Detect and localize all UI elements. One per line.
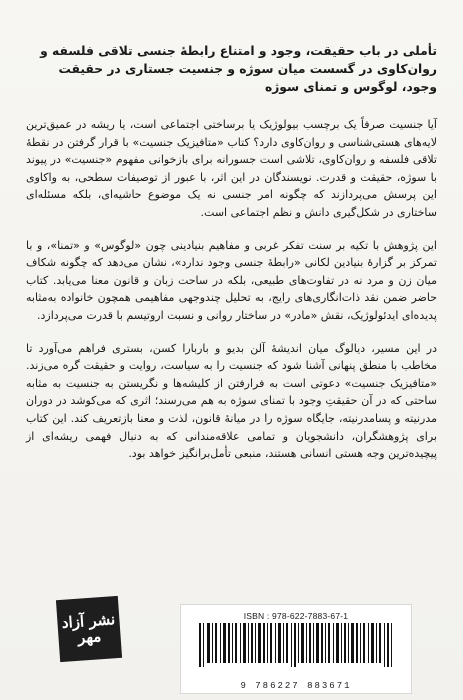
- cover-subtitle: تأملی در باب حقیقت، وجود و امتناع رابطهٔ جنسی تلاقی فلسفه و روان‌کاوی در گسست میان سوژه و جنسیت جستاری در حقیقت وجود، لوگوس و تمنای سوژه: [40, 44, 437, 94]
- barcode-icon: [195, 623, 397, 677]
- isbn-barcode-block: [180, 604, 412, 694]
- cover-description: [26, 116, 437, 478]
- publisher-logo: [56, 596, 122, 662]
- description-paragraph-3: در این مسیر، دیالوگ میان اندیشهٔ آلن بدیو و باربارا کسن، بستری فراهم می‌آورد تا مخاطب با منطق پنهانی آشنا شود که جنسیت را به سیاست، روایت و حقیقت گره می‌زند. «متافیزیک جنسیت» دعوتی است به فرارفتن از کلیشه‌ها و نگریستن به جنسیت به مثابه ساحتی که در آن حقیقتِ وجود با تمنای سوژه به هم می‌رسند؛ اثری که می‌کوشد در دوران مدرنیته و پسامدرنیته، جایگاه سوژه را در میانهٔ قانون، لذت و معنا بازتعریف کند. این کتاب برای پژوهشگران، دانشجویان و تمامی علاقه‌مندانی که به دنبال فهمی ریشه‌ای از پیچیده‌ترین وجه هستی انسانی هستند، منبعی تأمل‌برانگیز خواهد بود.: [26, 341, 437, 461]
- isbn-label: ISBN : 978-622-7883-67-1: [243, 611, 349, 621]
- description-paragraph-1: آیا جنسیت صرفاً یک برچسب بیولوژیک یا برساختی اجتماعی است، یا ریشه در عمیق‌ترین لایه‌های هستی‌شناسی و روان‌کاوی دارد؟ کتاب «متافیزیک جنسیت» با قرار گرفتن در نقطهٔ تلاقی فلسفه و روان‌کاوی، تلاشی است جسورانه برای بازخوانی مفهوم «جنسیت» در پیوند با سوژه، حقیقت و قدرت. نویسندگان در این اثر، با عبور از توصیفات سطحی، به واکاوی این پرسش می‌پردازند که چگونه امر جنسی نه یک موضوع حاشیه‌ای، بلکه مسئله‌ای ساختاری در شکل‌گیری دانش و نظم اجتماعی است.: [26, 118, 437, 219]
- description-paragraph-2: این پژوهش با تکیه بر سنت تفکر غربی و مفاهیم بنیادینی چون «لوگوس» و «تمنا»، و با تمرکز بر گزارهٔ بنیادین لکانی «رابطهٔ جنسی وجود ندارد»، نشان می‌دهد که چگونه شکاف میان زن و مرد نه در تفاوت‌های طبیعی، بلکه در ساحت زبان و قانون معنا می‌یابد. کتاب حاضر ضمن نقد ذات‌انگاری‌های رایج، به تحلیل چندوجهی مفاهیمی همچون خانواده به‌مثابه پدیده‌ای ایدئولوژیک، نقش «مادر» در ساختار روانی و نسبت اروتیسم با قدرت می‌پردازد.: [26, 238, 437, 322]
- publisher-logo-text: نشر آزاد مهر: [61, 610, 116, 647]
- barcode-digits: 9 786227 883671: [240, 681, 352, 691]
